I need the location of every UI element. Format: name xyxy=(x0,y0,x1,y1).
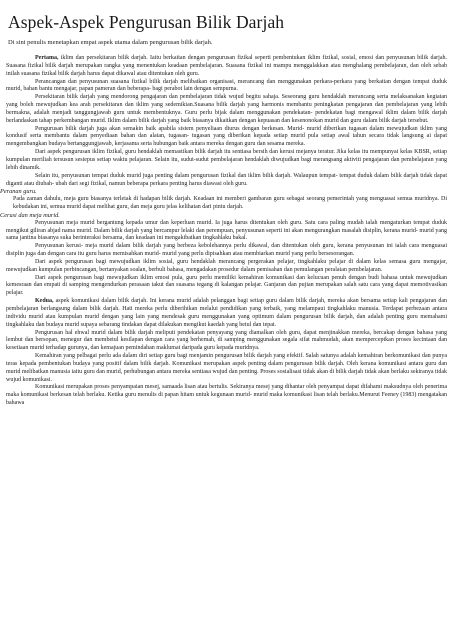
paragraph: Pengurusan bilik darjah juga akan semakin baik apabila sistem penyeliaan diurus dengan berkesan. Murid- murid diberikan tugasan dalam mewujudkan iklim yang kondusif serta membantu dalam penyediaan bahan dan alatan, tugasan- tugasan yang diberikan kepada setiap murid pula setiap awal tahun secara tidak langsung ai dapat mengembangkan budaya bertanggungjawab, kerjasama serta hubungan baik antara mereka dengan guru dan sesama mereka. xyxy=(6,125,447,148)
paragraph: Penyusunan kerusi- meja murid dalam bilik darjah yang berbeza kebolehannya perlu dikawal, dan ditentukan oleh guru, kerana penyusunan ini ialah cara menguasai disiplin juga dan dengan cara itu guru harus memisahkan murid- murid yang perlu dipisahkan atau membiarkan murid yang perlu bersesorangan. xyxy=(6,243,447,258)
paragraph: Dari aspek pengurusan iklim fizikal, guru hendaklah memastikan bilik darjah itu sentiasa bersih dan kerusi mejanya teratur. Jika kelas itu mempunyai kelas KBSR, setiap kumpulan meriliah tersusun sesiepus setiap waktu pelajaran. Selain itu, sudut-sudut pembelajaran hendaklah diwujudkan bagi merangsang aktiviti pengajaran dan pembelajaran yang lebih dinamik. xyxy=(6,149,447,171)
page-title: Aspek-Aspek Pengurusan Bilik Darjah xyxy=(8,12,285,32)
intro-paragraph: Di sini penulis menetapkan empat aspek utama dalam pengurusan bilik darjah. xyxy=(8,39,213,46)
paragraph: Pada zaman dahulu, meja guru biasanya terletak di hadapan bilik darjah. Keadaan ini memberi gambaran guru sebagai seorang pemerintah yang menguasai semua muridnya. Di kebudakan ini, semua murid dapat melihat guru, dan meja guru jelas kelihatan dari pintu darjah. xyxy=(13,196,447,211)
section-heading: Peranan guru. xyxy=(0,188,37,196)
paragraph: Penyusunan meja murid bergantung kepada umur dan keperluan murid. Ia juga harus ditentukan oleh guru. Satu cara paling mudah ialah mengaturkan tempat duduk mengikut giliran abjad nama murid. Dalam bilik darjah yang bercampur lelaki dan perempuan, penyusunan seperti ini akan mengurangkan masalah disiplin, kerana murid- murid yang sama jantina biasanya suka berinteraksi bersama, dan keadaan ini mengakibatkan tingkahlaku bakal. xyxy=(6,219,447,242)
paragraph: Selain itu, penyusunan tempat duduk murid juga penting dalam pengurusan fizikal dan iklim bilik darjah. Walaupun tempat- tempat duduk dalam bilik darjah tidak dapat diganti atau diubah- ubah dari segi fizikal, namun beberapa perkara penting harus diawasi oleh guru. xyxy=(6,172,447,187)
paragraph-lead: Pertama, xyxy=(35,55,59,61)
paragraph-pertama xyxy=(0,55,453,79)
paragraph-text: iklim dan persekitaran bilik darjah. Iaitu berkaitan dengan pengurusan fizikal seperti pembentukan iklim fizikal, sosial, emosi dan penyusunan bilik darjah. Suasana fizikal bilik darjah merupakan rangka yang menentukan keadaan pembelajaran. Suasana fizikal ini mampu menggalakkan atau menghalang pembelajaran, dan oleh sebab inilah suasana fizikal bilik darjah harus dapat dikawal atau ditentukan oleh guru. xyxy=(6,55,447,77)
paragraph: Kemahiran yang pelbagai perlu ada dalam diri setiap guru bagi menjamin pengurusan bilik darjah yang efektif. Salah satunya adalah kemahiran berkomunikasi dan punya teras kepada pembentukan budaya yang positif dalam bilik darjah. Komunikasi merupakan aspek penting dalam pengurusan bilik darjah. Oleh kerana komunikasi antara guru dan murid melibatkan manusia iaitu guru dan murid, perhubungan antara mereka sentiasa wujud dan penting. Proses sosialisasi tidak akan di bilik darjah tidak akan berlaku sekiranya tidak wujud komunikasi. xyxy=(6,353,447,383)
paragraph: Persekitaran bilik darjah yang mendorong pengajaran dan pembelajaran tidak wujud begitu sahaja. Seseorang guru hendaklah merancang serta melaksanakan kegiatan yang boleh mewujudkan kea arah persekitaran dan iklim yang sedemikian.Suasana bilik darjah yang harmonis membantu peningkatan pengajaran dan pembelajaran yang lebih bermakna, adalah menjadi tanggungjawab guru untuk membentuknya. Guru perlu bijak dalam menggunakan pendekatan- pendekatan bagi mengawal iklim dalam bilik darjah berlandaskan tahap perkembangan murid. Iklim dalam bilik darjah yang baik biasanya dikaitkan dengan kepuasan dan kesenonokan murid dan guru dalam bilik darjah tersebut. xyxy=(6,94,447,124)
paragraph: Dari aspek pengurusan bagi mewujudkan iklim emosi pula, guru perlu memiliki kemahiran komunikasi dan kelucuan penuh dengan budi bahasa untuk mewujudkan kemesraan dan empati di samping mengendurkan perasaan takut dan suasana tegang di kalangan pelajar. Ganjaran dan pujian merupakan salah satu cara yang dapat memotivasikan pelajar. xyxy=(6,274,447,297)
paragraph: Perancangan dan penyusunan suasana fizikal bilik darjah melibatkan organisasi, merancang dan menggunakan perkara-perkara yang berkaitan dengan tempat duduk murid, bahan bantu mengajar, papan pameran dan beberapa- bagi perabot lain dengan sempurna. xyxy=(6,78,447,93)
document-body xyxy=(0,55,453,408)
paragraph-text: aspek komunikasi dalam bilik darjah. Ini kerana murid adalah pelanggan bagi setiap guru dalam bilik darjah, mereka akan bersama setiap kali pengajaran dan pembelajaran berlangsung dalam bilik darjah. Hati mereka perlu diberihikan melalui pendidikan yang terbaik, yang melampaui tingkahlaku manusia. Terdapat perbezaan antara individu murid atau kumpulan murid dengan yang lain yang mendesak guru menggunakan yang optimum dalam pengurusan bilik darjah, dan adalah penting guru memahami tingkahlaku dan budaya murid supaya sebarang tindakan dapat dilakukan mengikut kaedah yang betul dan tepat. xyxy=(6,298,447,328)
paragraph: Dari aspek pengurusan bagi mewujudkan iklim sosial, guru hendaklah merancang pergerakan pelajar, tingkahlaku pelajar di dalam kelas semasa guru mengajar, mewujudkan kumpulan perbincangan, bertanyakan soalan, berbuli bahasa, mengadakan prosedur dalam pemisahan dan pemulangan peralatan pembelajaran. xyxy=(6,258,447,273)
paragraph-lead: Kedua, xyxy=(35,298,54,305)
paragraph-kedua xyxy=(0,298,453,329)
paragraph: Pengurusan hal ehwal murid dalam bilik darjah meliputi pendekatan penyayang yang diamalkan oleh guru, dapat menjinakkan mereka, bercakap dengan bahasa yang lembut dan bersopan, menegur dan membetul kesilapan dengan cara yang berhemah, di samping menggunakan segala sifat mahmudah, akan memperceptkan proses kecintaan dan kesetiaan murid terhadap gurunya, dan kemajuan pemindahan maklumat daripada guru kepada muridnya. xyxy=(6,329,447,352)
section-heading: Cerusi dan meja murid. xyxy=(0,211,60,219)
paragraph: Komunikasi merupakan proses penyampaian mesej, samaada lisan atau bertulis. Sekiranya mesej yang dihantar oleh penyampai dapat difahami maksudnya oleh penerima maka komunikasi berkesan telah berlaku. Ketika guru menulis di papan hitam untuk kegunaan murid- murid maka komunikasi lisan telah berlaku.Menurut Feeney (1983) mengatakan bahawa xyxy=(6,384,447,407)
